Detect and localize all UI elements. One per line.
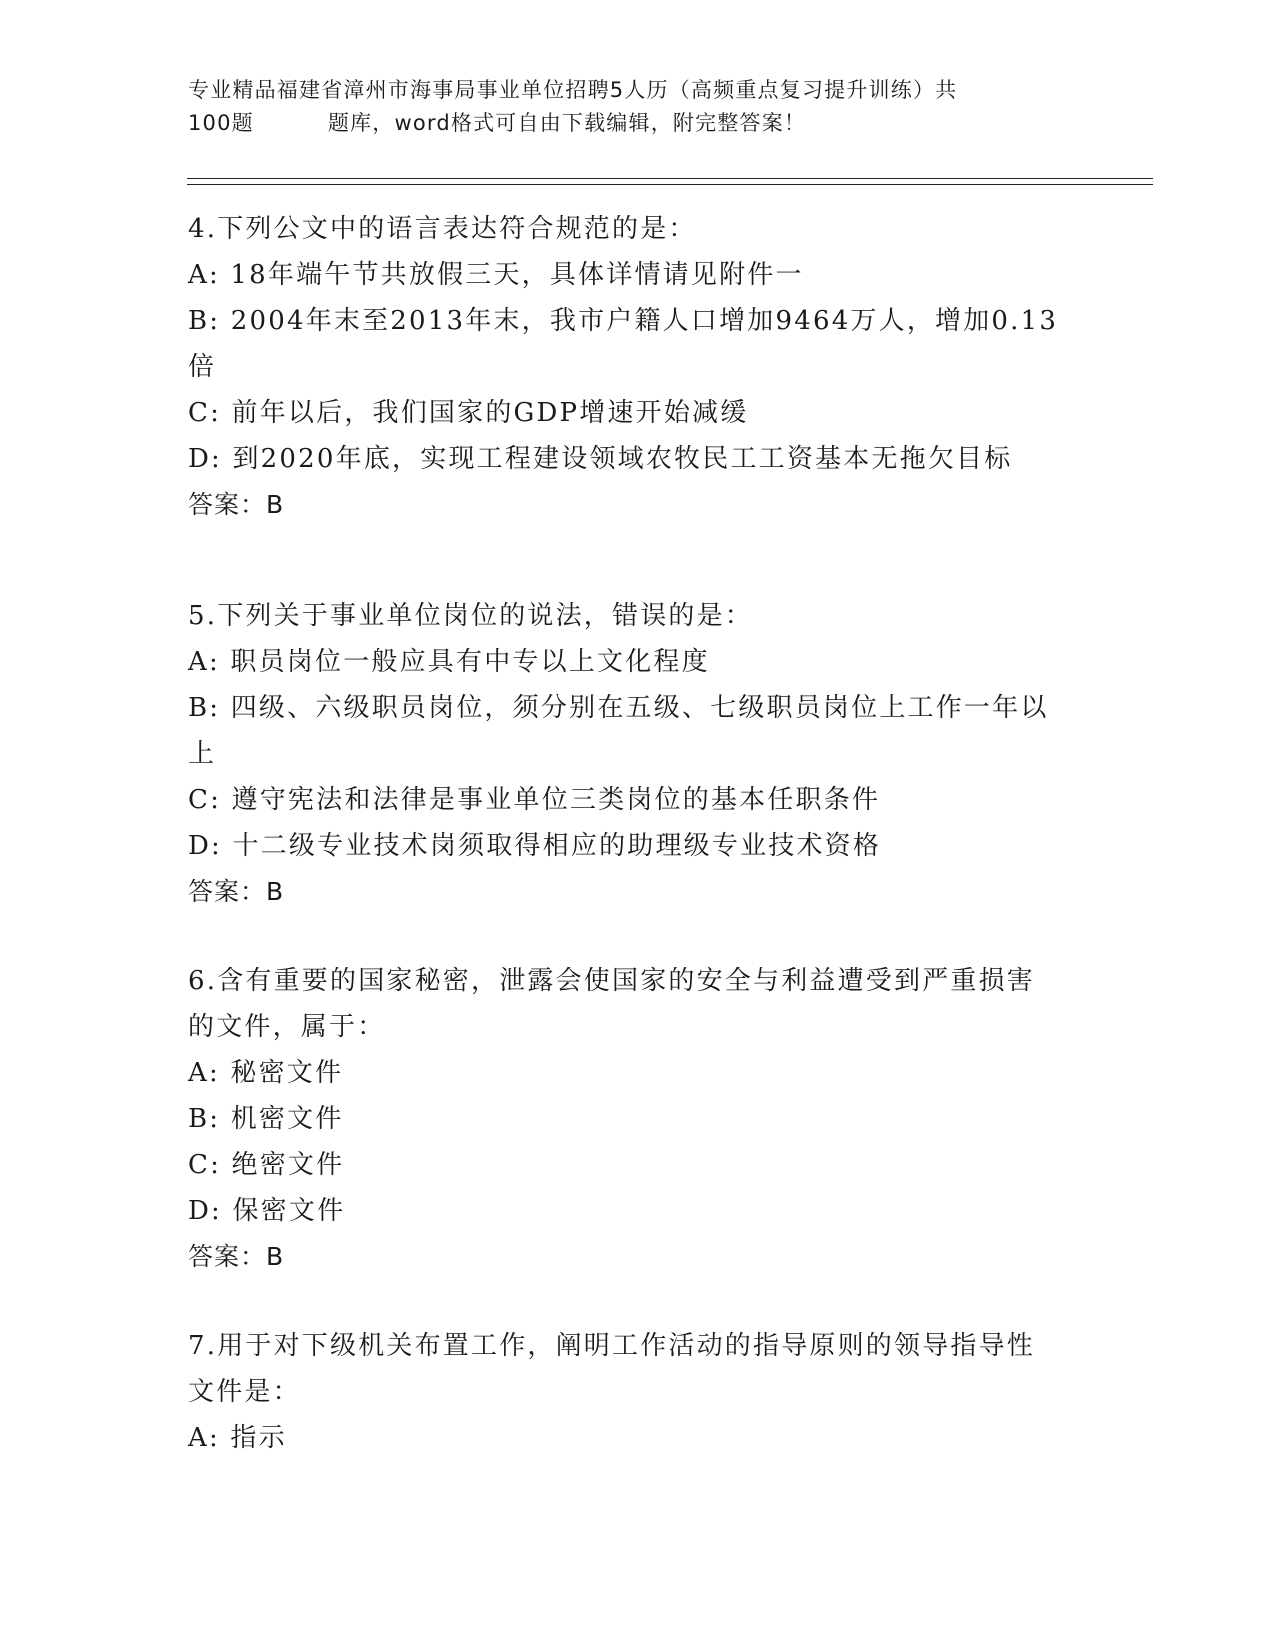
header-divider-top <box>187 178 1153 179</box>
question-stem: 4.下列公文中的语言表达符合规范的是： <box>188 214 697 244</box>
question-4 <box>188 206 1088 528</box>
question-stem-continued: 文件是： <box>188 1377 301 1407</box>
option-b: B: 2004年末至2013年末，我市户籍人口增加9464万人，增加0.13 <box>188 306 1059 336</box>
option-a: A: 18年端午节共放假三天，具体详情请见附件一 <box>188 260 804 290</box>
answer-label: 答案：B <box>188 490 285 519</box>
question-stem: 5.下列关于事业单位岗位的说法，错误的是： <box>188 601 754 631</box>
header-title-line-1: 专业精品福建省漳州市海事局事业单位招聘5人历（高频重点复习提升训练）共 <box>188 78 958 102</box>
header-title-line-2 <box>188 107 1088 140</box>
question-5 <box>188 593 1088 915</box>
question-stem: 7.用于对下级机关布置工作，阐明工作活动的指导原则的领导指导性 <box>188 1331 1036 1361</box>
header-divider-bottom <box>187 184 1153 185</box>
question-stem-continued: 的文件，属于： <box>188 1012 386 1042</box>
option-b-continued: 倍 <box>188 352 217 382</box>
option-d: D: 保密文件 <box>188 1196 346 1226</box>
option-b: B: 机密文件 <box>188 1104 344 1134</box>
option-a: A: 指示 <box>188 1423 287 1453</box>
option-c: C: 绝密文件 <box>188 1150 345 1180</box>
answer-label: 答案：B <box>188 877 285 906</box>
option-d: D: 到2020年底，实现工程建设领域农牧民工工资基本无拖欠目标 <box>188 444 1013 474</box>
answer-label: 答案：B <box>188 1242 285 1271</box>
document-header <box>188 74 1088 140</box>
option-b: B: 四级、六级职员岗位，须分别在五级、七级职员岗位上工作一年以 <box>188 693 1049 723</box>
question-stem: 6.含有重要的国家秘密，泄露会使国家的安全与利益遭受到严重损害 <box>188 966 1036 996</box>
option-d: D: 十二级专业技术岗须取得相应的助理级专业技术资格 <box>188 831 882 861</box>
header-question-count: 100题 <box>188 111 254 135</box>
option-a: A: 职员岗位一般应具有中专以上文化程度 <box>188 647 710 677</box>
option-a: A: 秘密文件 <box>188 1058 344 1088</box>
option-c: C: 前年以后，我们国家的GDP增速开始减缓 <box>188 398 749 428</box>
header-description: 题库，word格式可自由下载编辑，附完整答案！ <box>327 111 807 135</box>
option-c: C: 遵守宪法和法律是事业单位三类岗位的基本任职条件 <box>188 785 881 815</box>
question-6 <box>188 958 1088 1280</box>
question-7 <box>188 1323 1088 1461</box>
option-b-continued: 上 <box>188 739 217 769</box>
